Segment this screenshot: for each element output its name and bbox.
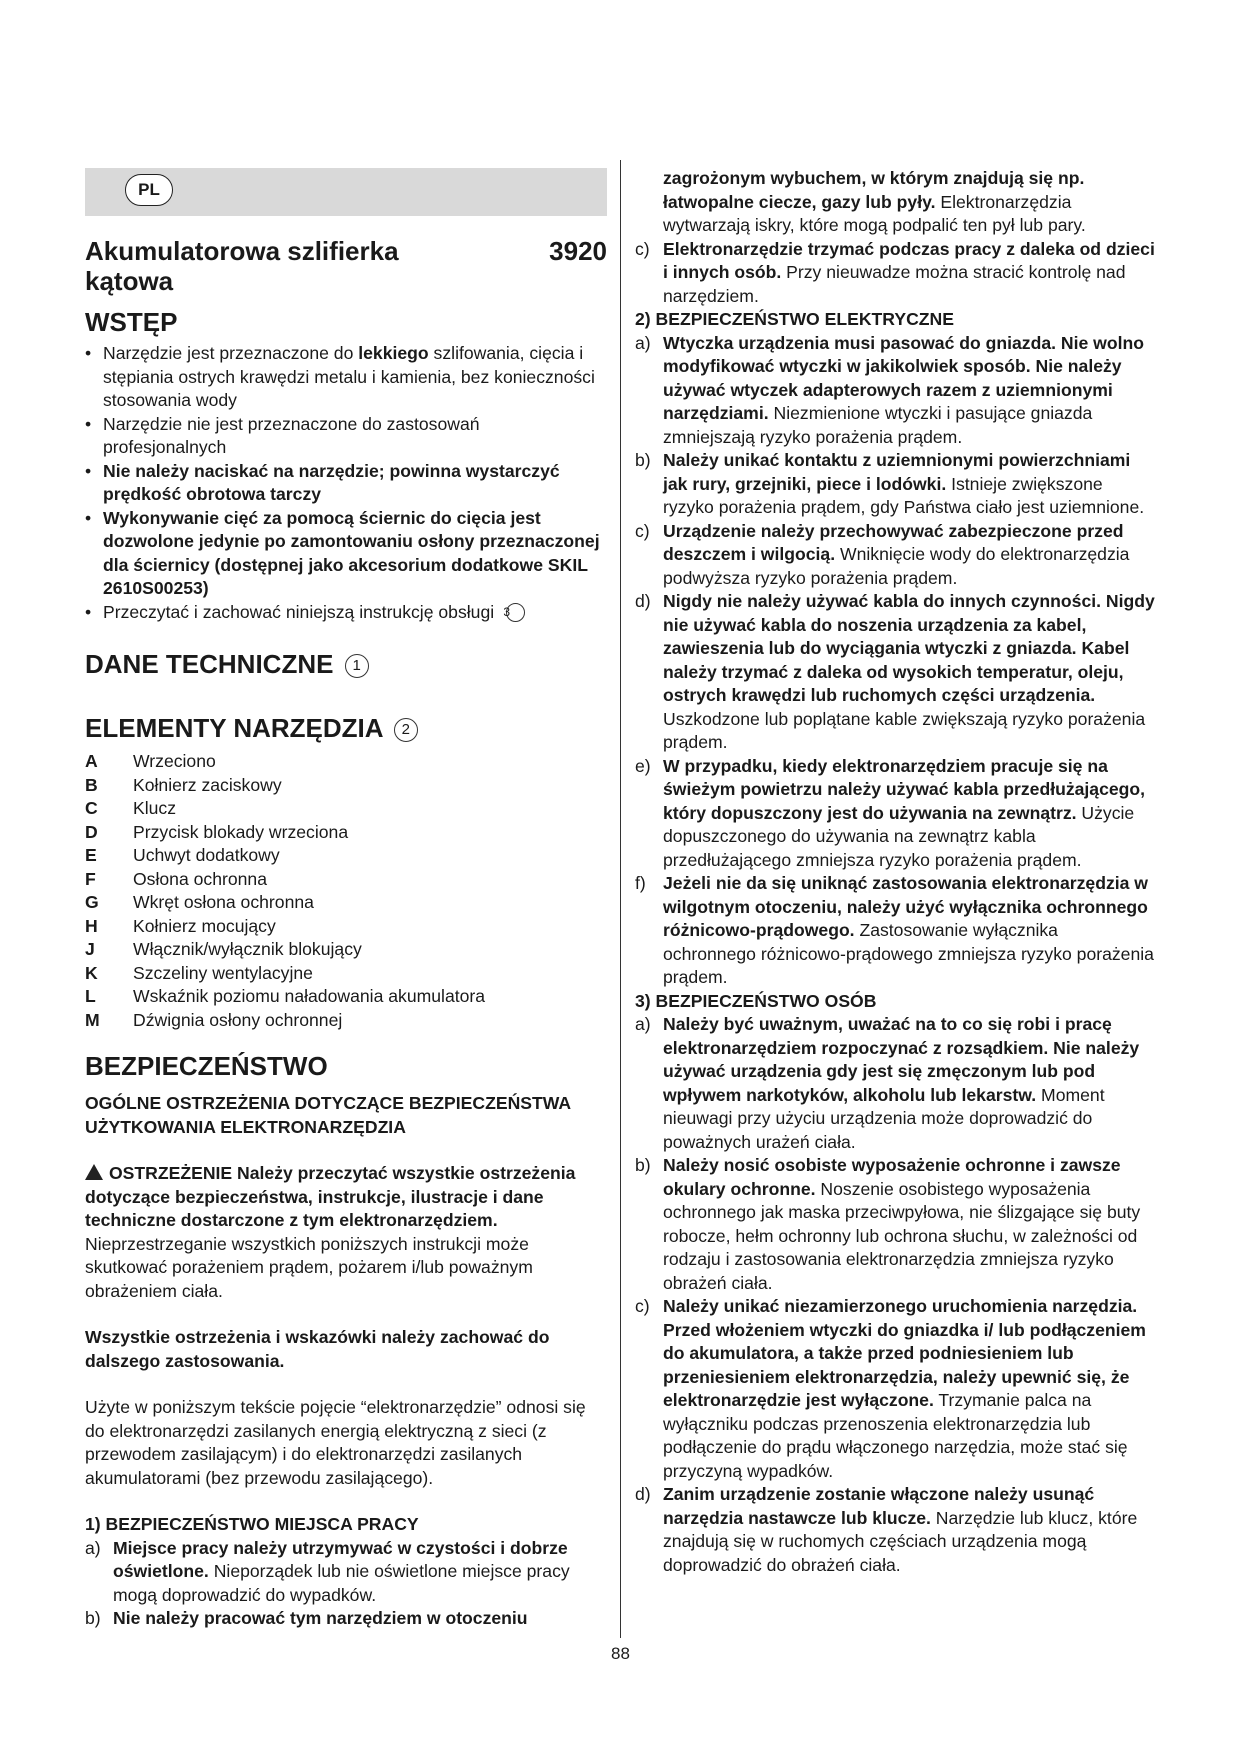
keep-note: Wszystkie ostrzeżenia i wskazówki należy zachować do dalszego zastosowania. [85,1327,550,1371]
general-warnings-heading: OGÓLNE OSTRZEŻENIA DOTYCZĄCE BEZPIECZEŃSTWA UŻYTKOWANIA ELEKTRONARZĘDZIA [85,1093,571,1137]
list-item: c) Należy unikać niezamierzonego uruchomienia narzędzia. Przed włożeniem wtyczki do gniazdka i/ lub podłączeniem do akumulatora, a także przed podniesieniem lub przeniesieniem elektronarzędzia, należy upewnić się, że elektronarzędzie jest wyłączone. Trzymanie palca na wyłączniku podczas przenoszenia elektronarzędzia lub podłączenie do prądu włączonego narzędzia, może stać się przyczyną wypadków. [635,1296,1146,1481]
list-item: • Narzędzie nie jest przeznaczone do zastosowań profesjonalnych [85,413,607,460]
list-item: c) Urządzenie należy przechowywać zabezpieczone przed deszczem i wilgocią. Wniknięcie wody do elektronarzędzia podwyższa ryzyko porażenia prądem. [635,520,1130,588]
list-item: a) Wtyczka urządzenia musi pasować do gniazda. Nie wolno modyfikować wtyczki w jakikolwiek sposób. Nie należy używać wtyczek adapterowych razem z uziemnionymi narzędziami. Niezmienione wtyczki i pasujące gniazda zmniejszają ryzyko porażenia prądem. [635,332,1144,447]
tech-heading: DANE TECHNICZNE 1 [85,648,607,680]
workplace-heading: 1) BEZPIECZEŃSTWO MIEJSCA PRACY [85,1514,419,1534]
list-item: D Przycisk blokady wrzeciona [85,821,349,842]
parts-list [85,750,607,1032]
model-number: 3920 [549,236,607,266]
parts-heading: ELEMENTY NARZĘDZIA 2 [85,712,607,744]
list-item: M Dźwignia osłony ochronnej [85,1009,343,1030]
column-divider [620,160,621,1638]
list-item: C Klucz [85,798,177,818]
left-column [85,168,607,1631]
safety-heading: BEZPIECZEŃSTWO [85,1051,328,1081]
list-item: • Narzędzie jest przeznaczone do lekkiego szlifowania, cięcia i stępiania ostrych krawędzi metalu i kamienia, bez konieczności stosowania wody [85,342,607,413]
figure-ref-2: 2 [394,718,418,742]
title-line1: Akumulatorowa szlifierka [85,236,399,266]
list-item: B Kołnierz zaciskowy [85,774,282,795]
list-item: L Wskaźnik poziomu naładowania akumulatora [85,986,486,1006]
list-item: • Wykonywanie cięć za pomocą ściernic do cięcia jest dozwolone jedynie po zamontowaniu osłony przeznaczonej dla ściernicy (dostępnej jako akcesorium dodatkowe SKIL 2610S00253) [85,507,607,601]
personal-heading: 3) BEZPIECZEŃSTWO OSÓB [635,990,877,1011]
warning-paragraph: OSTRZEŻENIE Należy przeczytać wszystkie ostrzeżenia dotyczące bezpieczeństwa, instrukcje, ilustracje i dane techniczne dostarczone z tym elektronarzędziem. Nieprzestrzeganie wszystkich poniższych instrukcji może skutkować porażeniem prądem, pożarem i/lub poważnym obrażeniem ciała. [85,1163,576,1301]
list-item: A Wrzeciono [85,751,216,771]
list-item: E Uchwyt dodatkowy [85,845,280,865]
language-bar [85,168,607,216]
title-line2: kątowa [85,266,174,296]
list-item: a) Należy być uważnym, uważać na to co się robi i pracę elektronarzędziem rozpoczynać z rozsądkiem. Nie należy używać urządzenia gdy jest się zmęczonym lub pod wpływem narkotyków, alkoholu lub lekarstw. Moment nieuwagi przy użyciu urządzenia może doprowadzić do poważnych urażeń ciała. [635,1014,1140,1152]
warning-icon [85,1164,103,1180]
intro-list [85,342,607,624]
list-item: H Kołnierz mocujący [85,915,276,936]
list-item: F Osłona ochronna [85,868,267,889]
list-item: b) Należy unikać kontaktu z uziemnionymi powierzchniami jak rury, grzejniki, piece i lodówki. Istnieje zwiększone ryzyko porażenia prądem, gdy Państwa ciało jest uziemnione. [635,450,1145,517]
list-item: e) W przypadku, kiedy elektronarzędziem pracuje się na świeżym powietrzu należy używać kabla przedłużającego, który dopuszczony jest do używania na zewnątrz. Użycie dopuszczonego do używania na zewnątrz kabla przedłużającego zmniejsza ryzyko porażenia prądem. [635,755,1146,870]
list-item: f) Jeżeli nie da się uniknąć zastosowania elektronarzędzia w wilgotnym otoczeniu, należy użyć wyłącznika ochronnego różnicowo-prądowego. Zastosowanie wyłącznika ochronnego różnicowo-prądowego zmniejsza ryzyko porażenia prądem. [635,873,1154,987]
right-column [635,167,1155,1577]
figure-ref-1: 1 [345,654,369,678]
language-badge: PL [125,174,173,206]
list-item: • Przeczytać i zachować niniejszą instrukcję obsługi 3 [85,601,607,625]
document-title [85,236,607,266]
list-item: J Włącznik/wyłącznik blokujący [85,939,362,959]
list-item: d) Nigdy nie należy używać kabla do innych czynności. Nigdy nie używać kabla do noszenia urządzenia za kabel, zawieszenia lub do wyciągania wtyczki z gniazda. Kabel należy trzymać z daleka od wysokich temperatur, oleju, ostrych krawędzi lub ruchomych części urządzenia. Uszkodzone lub poplątane kable zwiększają ryzyko porażenia prądem. [635,591,1155,752]
figure-ref-3: 3 [506,603,525,622]
intro-heading: WSTĘP [85,307,178,337]
list-item: c) Elektronarzędzie trzymać podczas pracy z daleka od dzieci i innych osób. Przy nieuwadze można stracić kontrolę nad narzędziem. [635,238,1155,306]
electrical-heading: 2) BEZPIECZEŃSTWO ELEKTRYCZNE [635,309,954,329]
list-item: a) Miejsce pracy należy utrzymywać w czystości i dobrze oświetlone. Nieporządek lub nie oświetlone miejsce pracy mogą doprowadzić do wypadków. [85,1537,570,1605]
list-item: G Wkręt osłona ochronna [85,892,314,912]
list-item: b) Nie należy pracować tym narzędziem w otoczeniu [85,1608,528,1628]
list-item: K Szczeliny wentylacyjne [85,962,313,983]
page-number: 88 [611,1644,630,1663]
list-item-continued: zagrożonym wybuchem, w którym znajdują się np. łatwopalne ciecze, gazy lub pyły. Elektronarzędzia wytwarzają iskry, które mogą podpalić ten pył lub pary. [663,168,1086,235]
list-item: • Nie należy naciskać na narzędzie; powinna wystarczyć prędkość obrotowa tarczy [85,460,607,507]
list-item: b) Należy nosić osobiste wyposażenie ochronne i zawsze okulary ochronne. Noszenie osobistego wyposażenia ochronnego jak maska przeciwpyłowa, nie ślizgające się buty robocze, hełm ochronny lub ochrona słuchu, w zależności od rodzaju i zastosowania elektronarzędzia zmniejsza ryzyko obrażeń ciała. [635,1155,1141,1293]
list-item: d) Zanim urządzenie zostanie włączone należy usunąć narzędzia nastawcze lub klucze. Narzędzie lub klucz, które znajdują się w ruchomych częściach urządzenia mogą doprowadzić do obrażeń ciała. [635,1484,1138,1575]
term-note: Użyte w poniższym tekście pojęcie “elektronarzędzie” odnosi się do elektronarzędzi zasilanych energią elektryczną z sieci (z przewodem zasilającym) i do elektronarzędzi zasilanych akumulatorami (bez przewodu zasilającego). [85,1397,586,1488]
